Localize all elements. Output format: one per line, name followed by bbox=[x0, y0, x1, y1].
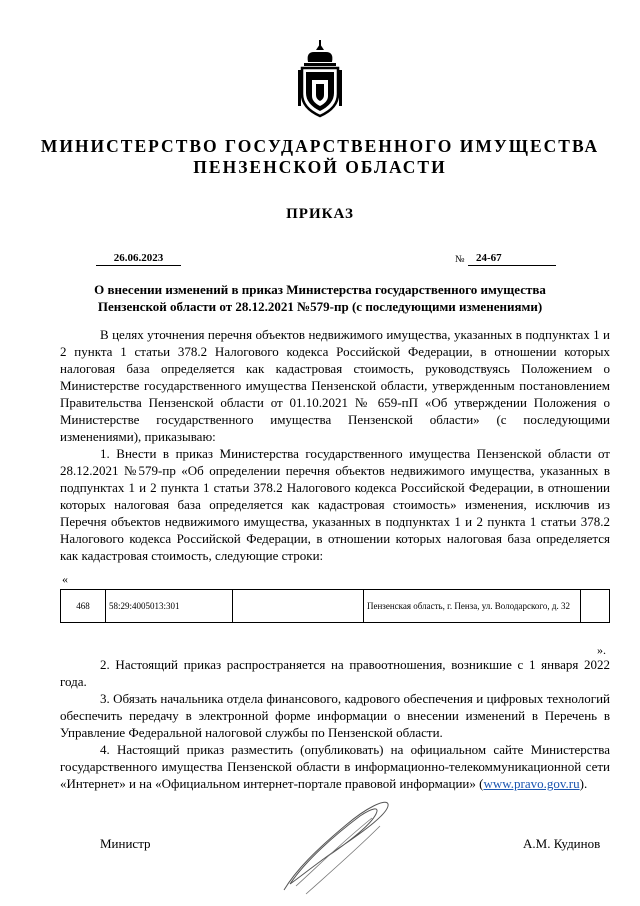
signatory-role: Министр bbox=[100, 836, 151, 851]
empty-cell bbox=[233, 590, 364, 623]
item-4-text: 4. Настоящий приказ разместить (опубликовать) на официальном сайте Министерства государственного имущества Пензенской области в информационно-телекоммуникационной сети «Интернет» и на «Официальном интернет-портале правовой информации» ( bbox=[60, 742, 610, 791]
order-number-sign: № bbox=[455, 254, 465, 265]
handwritten-signature bbox=[276, 790, 396, 896]
coat-of-arms-emblem bbox=[298, 40, 342, 120]
table-row bbox=[61, 590, 610, 623]
order-date: 26.06.2023 bbox=[96, 252, 181, 266]
ministry-name-line2: ПЕНЗЕНСКОЙ ОБЛАСТИ bbox=[193, 157, 447, 177]
cadastral-number-cell: 58:29:4005013:301 bbox=[106, 590, 233, 623]
row-number-cell: 468 bbox=[61, 590, 106, 623]
empty-cell-2 bbox=[581, 590, 610, 623]
preamble-paragraph: В целях уточнения перечня объектов недвижимого имущества, указанных в подпунктах 1 и 2 пункта 1 статьи 378.2 Налогового кодекса Российской Федерации, в отношении которых налоговая база определяется как кадастровая стоимость, руководствуясь Положением о Министерстве государственного имущества Пензенской области, утвержденным постановлением Правительства Пензенской области от 01.10.2021 № 659-пП «Об утверждении Положения о Министерстве государственного имущества Пензенской области» (с последующими изменениями), приказываю: bbox=[60, 327, 610, 444]
quote-open-mark: « bbox=[62, 572, 68, 586]
item-4-paragraph bbox=[60, 741, 610, 792]
item-1-paragraph: 1. Внести в приказ Министерства государственного имущества Пензенской области от 28.12.2021 №579-пр «Об определении перечня объектов недвижимого имущества, указанных в подпунктах 1 и 2 пункта 1 статьи 378.2 Налогового кодекса Российской Федерации, в отношении которых налоговая база определяется как кадастровая стоимость» изменения, исключив из Перечня объектов недвижимого имущества, указанных в подпунктах 1 и 2 пункта 1 статьи 378.2 Налогового кодекса Российской Федерации, в отношении которых налоговая база определяется как кадастровая стоимость, следующие строки: bbox=[60, 446, 610, 563]
signatory-name: А.М. Кудинов bbox=[523, 836, 601, 851]
subject-line1: О внесении изменений в приказ Министерства государственного имущества bbox=[94, 282, 546, 297]
ministry-name-line1: МИНИСТЕРСТВО ГОСУДАРСТВЕННОГО ИМУЩЕСТВА bbox=[40, 136, 600, 156]
subject-line2: Пензенской области от 28.12.2021 №579-пр (с последующими изменениями) bbox=[97, 299, 543, 314]
item-2-paragraph: 2. Настоящий приказ распространяется на правоотношения, возникшие с 1 января 2022 года. bbox=[60, 657, 610, 689]
order-number: 24-67 bbox=[468, 252, 556, 266]
quote-close-mark: ». bbox=[597, 643, 606, 657]
address-cell: Пензенская область, г. Пенза, ул. Володарского, д. 32 bbox=[364, 590, 581, 623]
order-title: ПРИКАЗ bbox=[286, 206, 354, 222]
excluded-rows-table bbox=[60, 589, 610, 623]
item-3-paragraph: 3. Обязать начальника отдела финансового, кадрового обеспечения и цифровых технологий обеспечить передачу в электронной форме информации о внесении изменений в Перечень в Управление Федеральной налоговой службы по Пензенской области. bbox=[60, 691, 610, 740]
item-4-end: ). bbox=[579, 776, 588, 791]
pravo-gov-link[interactable]: www.pravo.gov.ru bbox=[483, 776, 580, 791]
